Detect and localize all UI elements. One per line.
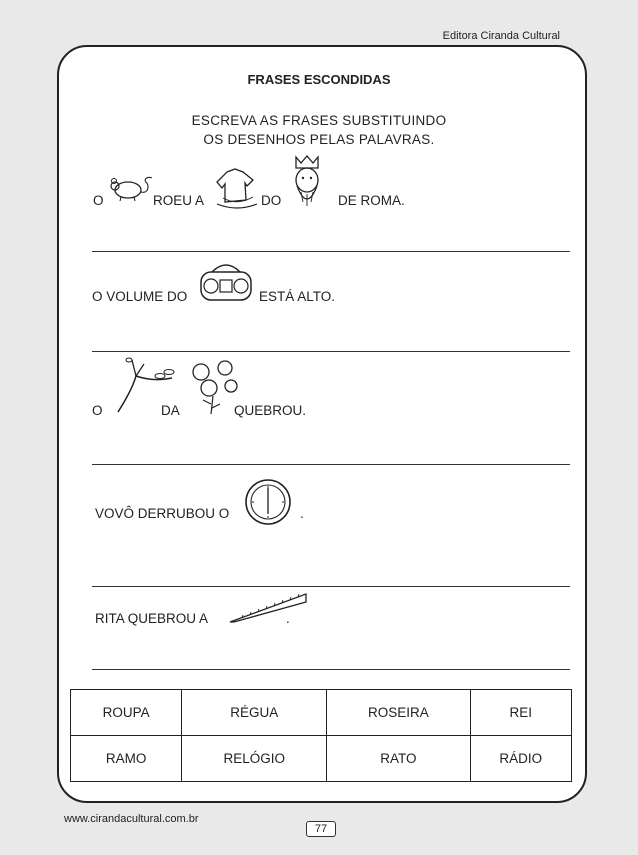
website-link[interactable]: www.cirandacultural.com.br	[64, 813, 199, 825]
word-bank-cell: ROSEIRA	[327, 690, 470, 736]
word-bank-cell: RÁDIO	[470, 736, 572, 782]
sentence-5-part-2: .	[286, 611, 290, 626]
word-bank-row	[71, 690, 572, 736]
king-icon	[289, 154, 325, 210]
worksheet-title: FRASES ESCONDIDAS	[247, 72, 391, 87]
ruler-icon	[228, 592, 308, 624]
publisher-name: Editora Ciranda Cultural	[442, 30, 560, 42]
clock-icon	[244, 478, 292, 526]
answer-line-1	[92, 251, 570, 252]
sentence-1-part-1: O	[93, 193, 104, 208]
answer-line-3	[92, 464, 570, 465]
instruction-line-1: ESCREVA AS FRASES SUBSTITUINDO	[191, 113, 447, 128]
shirt-icon	[213, 166, 261, 210]
word-bank-cell: RÉGUA	[182, 690, 327, 736]
sentence-4-part-1: VOVÔ DERRUBOU O	[95, 506, 230, 521]
word-bank-cell: REI	[470, 690, 572, 736]
word-bank-cell: RELÓGIO	[182, 736, 327, 782]
word-bank-cell: ROUPA	[71, 690, 182, 736]
answer-line-2	[92, 351, 570, 352]
answer-line-4	[92, 586, 570, 587]
sentence-3-part-2: DA	[161, 403, 180, 418]
sentence-1-part-4: DE ROMA.	[338, 193, 405, 208]
answer-line-5	[92, 669, 570, 670]
sentence-2-part-2: ESTÁ ALTO.	[259, 289, 336, 304]
sentence-5-part-1: RITA QUEBROU A	[95, 611, 209, 626]
word-bank-cell: RAMO	[71, 736, 182, 782]
word-bank-table	[70, 689, 572, 782]
sentence-3-part-3: QUEBROU.	[234, 403, 307, 418]
mouse-icon	[106, 172, 154, 204]
radio-icon	[198, 260, 254, 302]
word-bank-row	[71, 736, 572, 782]
sentence-4-part-2: .	[300, 506, 304, 521]
sentence-1-part-3: DO	[261, 193, 282, 208]
sentence-2-part-1: O VOLUME DO	[92, 289, 188, 304]
sentence-1-part-2: ROEU A	[153, 193, 205, 208]
word-bank-cell: RATO	[327, 736, 470, 782]
sentence-3-part-1: O	[92, 403, 103, 418]
instruction-line-2: OS DESENHOS PELAS PALAVRAS.	[203, 132, 435, 147]
page-number: 77	[306, 821, 336, 837]
